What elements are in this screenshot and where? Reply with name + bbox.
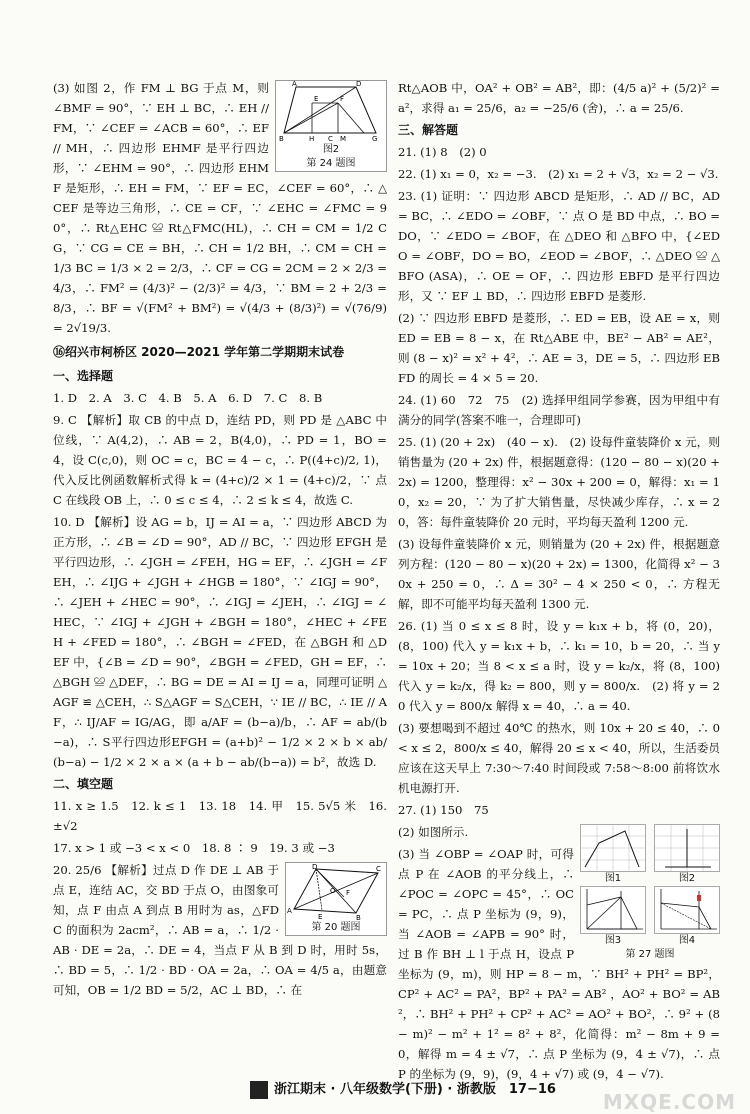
footer-text: 浙江期末 · 八年级数学(下册) · 浙教版 17−16 — [274, 1082, 556, 1097]
fig20-point-f: F — [346, 889, 351, 897]
fig27-label-4: 图4 — [678, 935, 696, 946]
answers-1-8: 1. D 2. A 3. C 4. B 5. A 6. D 7. C 8. B — [53, 391, 323, 405]
q20-solution: 20. 25/6 【解析】过点 D 作 DE ⊥ AB 于点 E，连结 AC，交 BD 于点 O，由图象可知，点 F 由点 A 到点 B 用时为 as，△FDC 的面积为 2acm²，∴ AB = a，∴ 1/2 · AB · DE = 2a，∴ DE = 4，当点 F 从 B 到 D 时，用时 5s，∴ BD = 5，∴ 1/2 · BD · OA = 2a，∴ OA = 4/5 a，由题意可知，OB = 1/2 BD = 5/2，AC ⊥ BD，∴ 在 — [53, 863, 387, 997]
q10-solution: 10. D 【解析】设 AG = b，IJ = AI = a，∵ 四边形 ABCD 为正方形，∴ ∠B = ∠D = 90°，AD // BC，∵ 四边形 EFGH 是平行四边形，∴ ∠JGH = ∠FEH，HG = EF，∴ ∠JGH = ∠FEH，∴ ∠IJG + ∠JGH + ∠HGB = 180°，∵ ∠IGJ = 90°，∴ ∠JEH + ∠HEC = 90°，∴ ∠IGJ = ∠JEH，∴ ∠IGJ = ∠HEC，∵ ∠IGJ + ∠JGH + ∠BGH = 180°，∠HEC + ∠FEH + ∠FED = 180°，∴ ∠BGH = ∠FED，在 △BGH 和 △DEF 中，{∠B = ∠D = 90°，∠BGH = ∠FED，GH = EF，∴ △BGH ≌ △DEF，∴ BG = DE = AI = IJ = a，同理可证明 △AGF ≌ △CEH，∴ S△AGF = S△CEH，∵ IE // BC，∴ IE // AF，∴ IJ/AF = IG/AG，即 a/AF = (b−a)/b，∴ AF = ab/(b−a)，∴ S平行四边形EFGH = (a+b)² − 1/2 × 2 × b × ab/(b−a) − 1/2 × 2 × a × (a + b − ab/(b−a)) = b²，故选 D. — [53, 515, 387, 769]
fig24-point-m: M — [340, 135, 347, 143]
fig27-2 — [654, 824, 720, 886]
page-footer — [250, 1080, 570, 1100]
fig20-point-e: E — [318, 913, 323, 921]
q23-part1: 23. (1) 证明：∵ 四边形 ABCD 是矩形，∴ AD // BC，AD = BC，∴ ∠EDO = ∠OBF，∵ 点 O 是 BD 中点，∴ BO = DO，∵ ∠EDO = ∠BOF，在 △DEO 和 △BFO 中，{∠EDO = ∠OBF，DO = BO，∠EOD = ∠BOF，∴ △DEO ≌ △BFO (ASA)，∴ OE = OF，∴ 四边形 EBFD 是平行四边形，又 ∵ EF ⊥ BD，∴ 四边形 EBFD 是菱形. — [398, 189, 720, 303]
fig24-caption: 第 24 题图 — [306, 158, 356, 169]
q21-answer: 21. (1) 8 (2) 0 — [398, 145, 487, 159]
fig20-point-a: A — [287, 907, 292, 915]
fig20-point-b: B — [356, 914, 361, 921]
section-solve: 三、解答题 — [398, 123, 459, 137]
q26-part3: (3) 要想喝到不超过 40℃ 的热水，则 10x + 20 ≤ 40，∴ 0 < x ≤ 2，800/x ≤ 40，解得 20 ≤ x < 40，所以，生活委员应该在这天早上 7:30～7:40 时间段或 7:58～8:00 前将饮水机电源打开. — [398, 721, 720, 795]
book-logo-icon — [250, 1081, 268, 1099]
figure-24 — [275, 80, 387, 172]
fig27-label-2: 图2 — [678, 873, 696, 884]
watermark — [604, 1042, 744, 1112]
section-choice: 一、选择题 — [53, 369, 114, 383]
fig27-4 — [654, 886, 720, 948]
q22-answer: 22. (1) x₁ = 0，x₂ = −3. (2) x₁ = 2 + √3，x₂ = 2 − √3. — [398, 167, 719, 181]
right-column — [398, 78, 720, 1086]
fig27-3 — [580, 886, 646, 948]
fig27-1 — [580, 824, 646, 886]
fill-answers-row2: 17. x > 1 或 −3 < x < 0 18. 8 ∶ 9 19. 3 或 −3 — [53, 841, 335, 855]
exam-title: ⑯绍兴市柯桥区 2020—2021 学年第二学期期末试卷 — [53, 345, 345, 359]
q20-continued: Rt△AOB 中，OA² + OB² = AB²，即：(4/5 a)² + (5/2)² = a²，求得 a₁ = 25/6，a₂ = −25/6 (舍)，∴ a = 25/6. — [398, 81, 720, 115]
q25-part1-2: 25. (1) (20 + 2x) (40 − x). (2) 设每件童装降价 x 元，则销售量为 (20 + 2x) 件，根据题意得：(120 − 80 − x)(20 + 2x) = 1200，整理得：x² − 30x + 200 = 0，解得：x₁ = 10，x₂ = 20，∵ 为了扩大销售量，尽快减少库存，∴ x = 20，答：每件童装降价 20 元时，平均每天盈利 1200 元. — [398, 435, 720, 529]
q24-part3-solution: (3) 如图 2，作 FM ⊥ BG 于点 M，则 ∠BMF = 90°，∵ EH ⊥ BC，∴ EH // FM，∵ ∠CEF = ∠ACB = 60°，∴ EF // MH，∴ 四边形 EHMF 是平行四边形，∵ ∠EHM = 90°，∴ 四边形 EHMF 是矩形，∴ EH = FM，∵ EF = EC，∠CEF = 60°，∴ △CEF 是等边三角形，∴ CE = CF，∵ ∠EHC = ∠FMC = 90°，∴ Rt△EHC ≌ Rt△FMC(HL)，∴ CH = CM = 1/2 CG，∵ CG = CE = BH，∴ CH = 1/2 BH，∴ CM = CH = 1/3 BC = 1/3 × 2 = 2/3，∴ CF = CG = 2CM = 2 × 2/3 = 4/3，∴ FM² = (4/3)² − (2/3)² = 4/3，∵ BM = 2 + 2/3 = 8/3，∴ BF = √(FM² + BM²) = √(4/3 + (8/3)²) = √(76/9) = 2√19/3. — [53, 81, 387, 335]
figure-27-group — [580, 824, 720, 962]
fig20-point-o: O — [330, 887, 336, 895]
q27-part1: 27. (1) 150 75 — [398, 803, 489, 817]
q9-solution: 9. C 【解析】取 CB 的中点 D，连结 PD，则 PD 是 △ABC 中位线，∵ A(4,2)，∴ AB = 2，B(4,0)，∴ PD = 1，BO = 4，设 C(c,0)，则 OC = c，BC = 4 − c，∴ P((4+c)/2, 1)，代入反比例函数解析式得 k = (4+c)/2 × 1 = (4+c)/2，∵ 点 C 在线段 OB 上，∴ 0 ≤ c ≤ 4，∴ 2 ≤ k ≤ 4，故选 C. — [53, 413, 387, 507]
fig24-point-d: D — [356, 81, 362, 88]
fig27-label-1: 图1 — [604, 873, 622, 884]
fig20-point-d: D — [312, 863, 318, 871]
fig24-point-h: H — [309, 135, 315, 143]
fig24-point-f: F — [340, 95, 345, 103]
fig24-point-g: G — [372, 135, 378, 143]
fig20-caption: 第 20 题图 — [311, 922, 361, 933]
q23-part2: (2) ∵ 四边形 EBFD 是菱形，∴ ED = EB，设 AE = x，则 ED = EB = 8 − x，在 Rt△ABE 中，BE² − AB² = AE²，则 (8 − x)² = x² + 4²，∴ AE = 3，DE = 5，∴ 四边形 EBFD 的周长 = 4 × 5 = 20. — [398, 311, 720, 385]
figure-20 — [285, 862, 387, 936]
left-column — [53, 78, 387, 1002]
fig24-point-b: B — [279, 135, 284, 143]
q24-answer: 24. (1) 60 72 75 (2) 选择甲组同学参赛，因为甲组中有满分的同学(答案不唯一，合理即可) — [398, 393, 720, 427]
q27-part3: (3) 当 ∠OBP = ∠OAP 时，可得点 P 在 ∠AOB 的平分线上，∴ ∠POC = ∠OPC = 45°，∴ OC = PC，∴ 点 P 坐标为 (9，9)，当 ∠AOB = ∠APB = 90° 时，过 B 作 BH ⊥ l 于点 H，设点 P 坐标为 (9，m)，则 HP = 8 − m，∵ BH² + PH² = BP²，CP² + AC² = PA²，BP² + PA² = AB² ，AO² + BO² = AB²，∴ BH² + PH² + CP² + AC² = AO² + BO²，∴ 9² + (8 − m)² − m² + 1² = 8² + 8²，化简得：m² − 8m + 9 = 0，解得 m = 4 ± √7，∴ 点 P 坐标为 (9，4 ± √7)，∴ 点 P 的坐标为 (9，9)，(9，4 + √7) 或 (9，4 − √7). — [398, 847, 720, 1081]
fig24-point-e: E — [314, 95, 319, 103]
fig24-point-a: A — [292, 81, 297, 88]
section-fill: 二、填空题 — [53, 777, 114, 791]
fill-answers-row1: 11. x ≥ 1.5 12. k ≤ 1 13. 18 14. 甲 15. 5√5 米 16. ±√2 — [53, 799, 387, 833]
fig27-label-3: 图3 — [604, 935, 622, 946]
q25-part3: (3) 设每件童装降价 x 元，则销量为 (20 + 2x) 件，根据题意列方程：(120 − 80 − x)(20 + 2x) = 1300，化简得 x² − 30x + 250 = 0，∴ Δ = 30² − 4 × 250 < 0，∴ 方程无解，即不可能平均每天盈利 1300 元. — [398, 537, 720, 611]
fig24-label: 图2 — [322, 144, 340, 155]
fig20-point-c: C — [376, 865, 381, 873]
fig24-point-c: C — [328, 135, 333, 143]
watermark-text: MXQE.COM — [602, 1090, 736, 1114]
q26-part1-2: 26. (1) 当 0 ≤ x ≤ 8 时，设 y = k₁x + b，将 (0，20)，(8，100) 代入 y = k₁x + b，∴ k₁ = 10，b = 20，∴ 当 y = 10x + 20；当 8 < x ≤ a 时，设 y = k₂/x，将 (8，100) 代入 y = k₂/x，得 k₂ = 800，则 y = 800/x. (2) 将 y = 20 代入 y = 800/x 解得 x = 40，∴ a = 40. — [398, 619, 720, 713]
fig27-caption: 第 27 题图 — [625, 949, 675, 960]
q27-part2: (2) 如图所示. — [398, 825, 469, 839]
